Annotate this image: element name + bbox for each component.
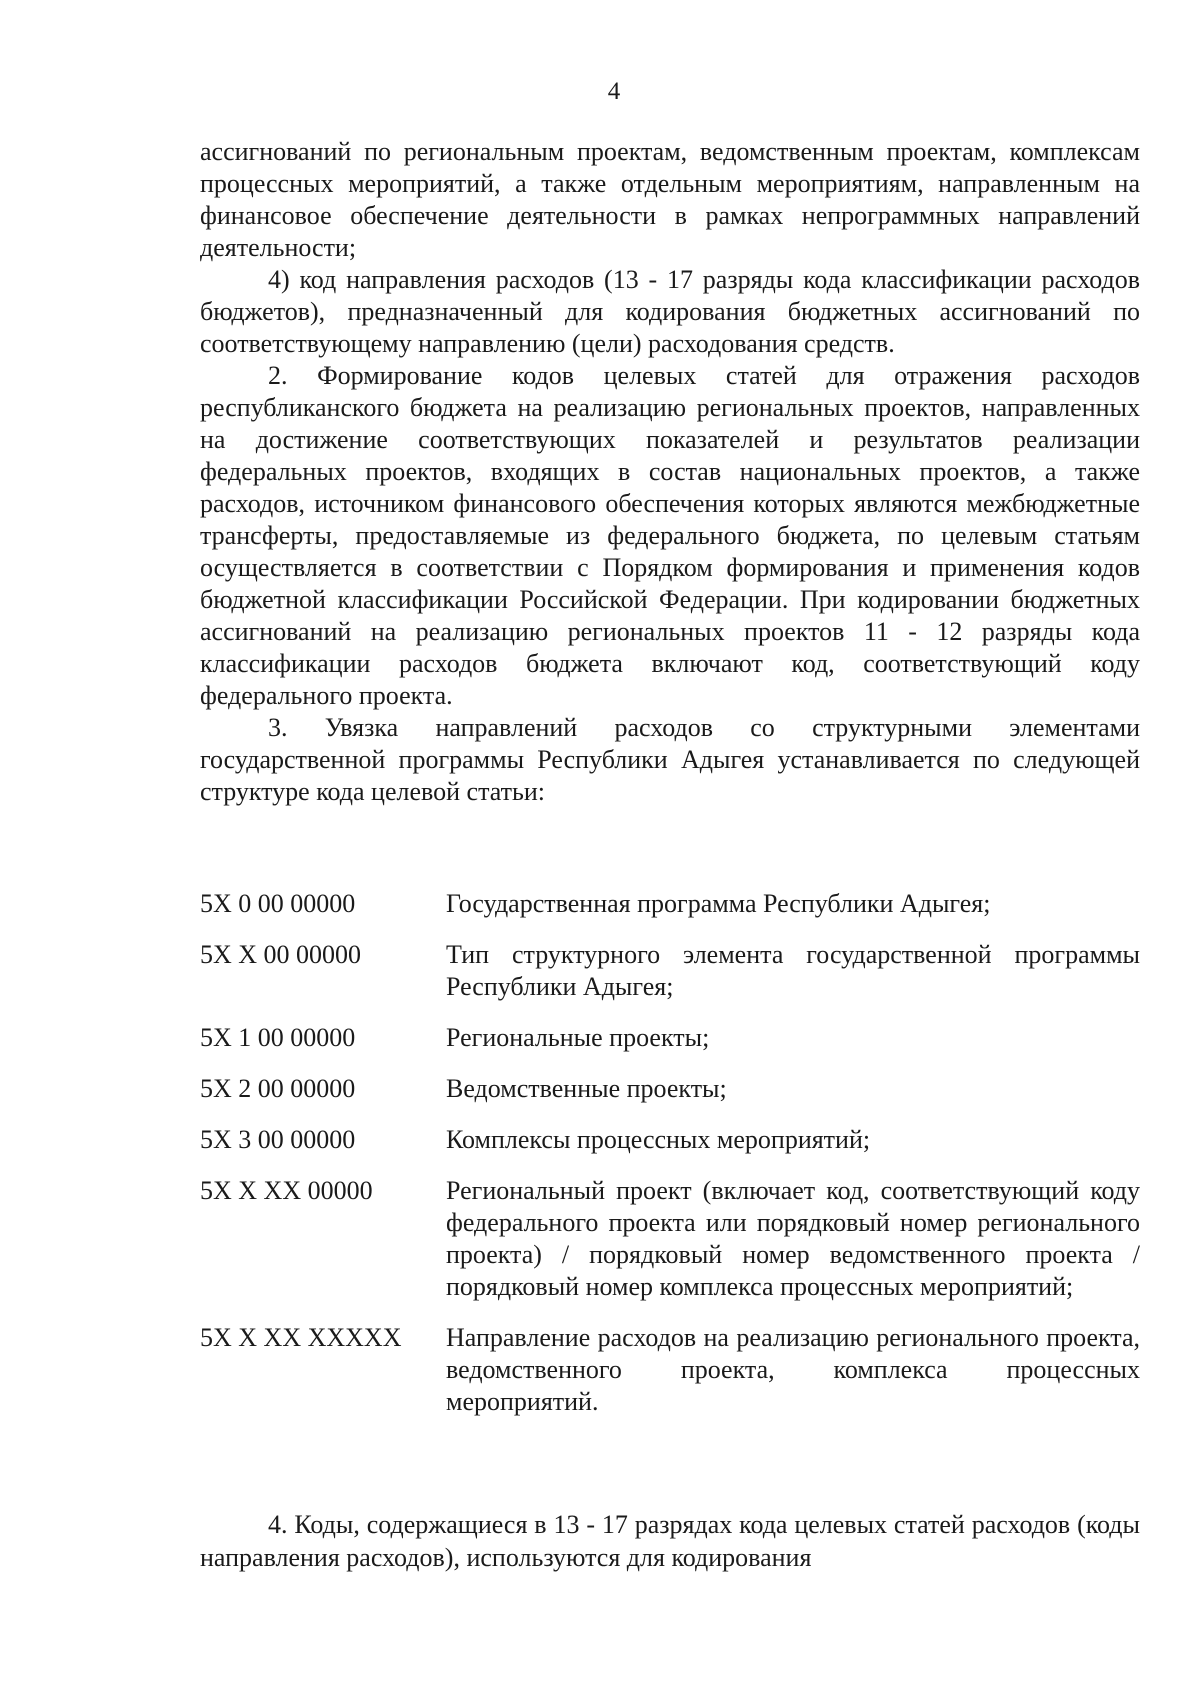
code-row [200, 1175, 1140, 1303]
code-value: 5Х 0 00 00000 [200, 889, 356, 918]
code-description: Направление расходов на реализацию регионального проекта, ведомственного проекта, комплекса процессных мероприятий. [446, 1323, 1140, 1416]
code-row [200, 1322, 1140, 1418]
code-structure-list [200, 888, 1140, 1437]
code-row [200, 939, 1140, 1003]
page-number: 4 [607, 78, 621, 105]
paragraph-section-2: 2. Формирование кодов целевых статей для отражения расходов республиканского бюджета на реализацию региональных проектов, направленных на достижение соответствующих показателей и результатов реализации федеральных проектов, входящих в состав национальных проектов, а также расходов, источником финансового обеспечения которых являются межбюджетные трансферты, предоставляемые из федерального бюджета, по целевым статьям осуществляется в соответствии с Порядком формирования и применения кодов бюджетной классификации Российской Федерации. При кодировании бюджетных ассигнований на реализацию региональных проектов 11 - 12 разряды кода классификации расходов бюджета включают код, соответствующий коду федерального проекта. [200, 361, 1140, 710]
code-row [200, 1124, 1140, 1156]
code-value: 5Х Х ХХ 00000 [200, 1176, 373, 1205]
code-description: Государственная программа Республики Адыгея; [446, 889, 991, 918]
code-value: 5Х 1 00 00000 [200, 1023, 356, 1052]
code-value: 5Х 2 00 00000 [200, 1074, 356, 1103]
code-row [200, 888, 1140, 920]
code-value: 5Х Х 00 00000 [200, 940, 362, 969]
code-description: Региональный проект (включает код, соответствующий коду федерального проекта или порядковый номер регионального проекта) / порядковый номер ведомственного проекта / порядковый номер комплекса процессных мероприятий; [446, 1176, 1140, 1301]
document-body-continued [200, 1508, 1140, 1574]
code-row [200, 1073, 1140, 1105]
code-description: Комплексы процессных мероприятий; [446, 1125, 871, 1154]
paragraph-continuation: ассигнований по региональным проектам, ведомственным проектам, комплексам процессных мероприятий, а также отдельным мероприятиям, направленным на финансовое обеспечение деятельности в рамках непрограммных направлений деятельности; [200, 137, 1140, 262]
code-value: 5Х 3 00 00000 [200, 1125, 356, 1154]
paragraph-section-4: 4. Коды, содержащиеся в 13 - 17 разрядах кода целевых статей расходов (коды направления расходов), используются для кодирования [200, 1510, 1140, 1572]
document-body [200, 136, 1140, 808]
code-value: 5Х Х ХХ ХХХХХ [200, 1323, 402, 1352]
paragraph-section-3: 3. Увязка направлений расходов со структурными элементами государственной программы Республики Адыгея устанавливается по следующей структуре кода целевой статьи: [200, 713, 1140, 806]
code-description: Ведомственные проекты; [446, 1074, 727, 1103]
code-row [200, 1022, 1140, 1054]
code-description: Тип структурного элемента государственной программы Республики Адыгея; [446, 940, 1140, 1001]
paragraph-item-4: 4) код направления расходов (13 - 17 разряды кода классификации расходов бюджетов), предназначенный для кодирования бюджетных ассигнований по соответствующему направлению (цели) расходования средств. [200, 265, 1140, 358]
code-description: Региональные проекты; [446, 1023, 710, 1052]
